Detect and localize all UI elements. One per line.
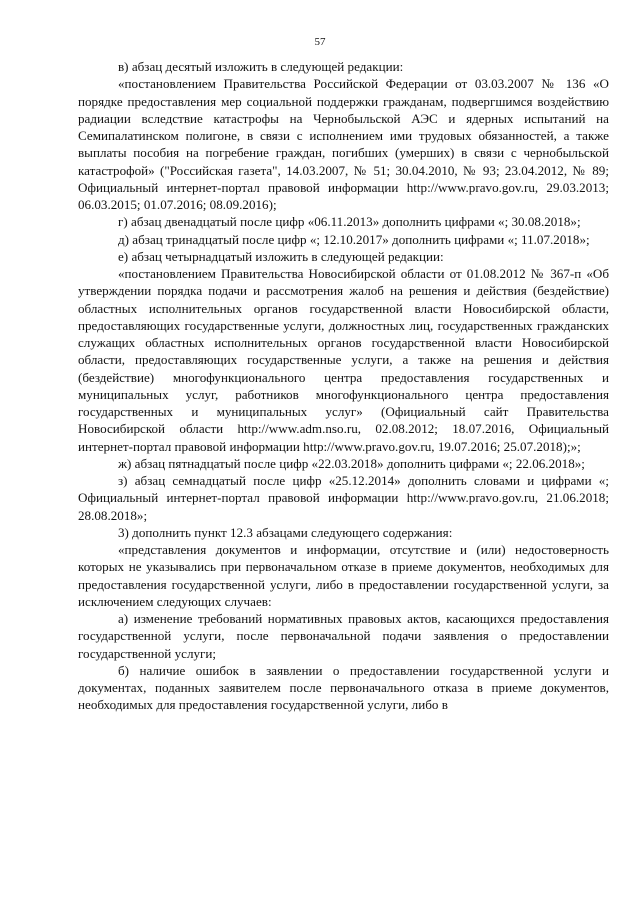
paragraph: «постановлением Правительства Российской Федерации от 03.03.2007 № 136 «О порядке предоставления мер социальной поддержки гражданам, подвергшимся воздействию радиации вследствие катастрофы на Чернобыльской АЭС и ядерных испытаний на Семипалатинском полигоне, в связи с исполнением ими трудовых обязанностей, а также выплаты пособия на погребение граждан, погибших (умерших) в связи с чернобыльской катастрофой» ("Российская газета", 14.03.2007, № 51; 30.04.2010, № 93; 23.04.2012, № 89; Официальный интернет-портал правовой информации http://www.pravo.gov.ru, 29.03.2013; 06.03.2015; 01.07.2016; 08.09.2016); (78, 76, 609, 212)
page-number: 57 (314, 36, 326, 48)
paragraph: д) абзац тринадцатый после цифр «; 12.10.2017» дополнить цифрами «; 11.07.2018»; (118, 231, 590, 247)
paragraph: з) абзац семнадцатый после цифр «25.12.2014» дополнить словами и цифрами «; Официальный интернет-портал правовой информации http://www.pravo.gov.ru, 21.06.2018; 28.08.2018»; (78, 473, 609, 523)
paragraph: ж) абзац пятнадцатый после цифр «22.03.2018» дополнить цифрами «; 22.06.2018»; (118, 455, 585, 471)
paragraph: б) наличие ошибок в заявлении о предоставлении государственной услуги и документах, поданных заявителем после первоначального отказа в приеме документов, необходимых для предоставления государственной услуги, либо в (78, 662, 609, 713)
paragraph: «представления документов и информации, отсутствие и (или) недостоверность которых не указывались при первоначальном отказе в приеме документов, необходимых для предоставления государственной услуги, либо в предоставлении государственной услуги, за исключением следующих случаев: (78, 542, 609, 609)
paragraph: а) изменение требований нормативных правовых актов, касающихся предоставления государственной услуги, после первоначальной подачи заявления о предоставлении государственной услуги; (78, 611, 609, 661)
paragraph: е) абзац четырнадцатый изложить в следующей редакции: (118, 248, 444, 264)
paragraph: г) абзац двенадцатый после цифр «06.11.2013» дополнить цифрами «; 30.08.2018»; (118, 214, 581, 230)
paragraph: «постановлением Правительства Новосибирской области от 01.08.2012 № 367-п «Об утверждении порядка подачи и рассмотрения жалоб на решения и действия (бездействие) областных исполнительных органов государственной власти Новосибирской области, предоставляющих государственные услуги, должностных лиц, государственных гражданских служащих областных исполнительных органов государственной власти Новосибирской области, предоставляющих государственные услуги, а также на решения и действия (бездействие) многофункционального центра предоставления государственных и муниципальных услуг, работников многофункционального центра предоставления государственных и муниципальных услуг» (Официальный сайт Правительства Новосибирской области http://www.adm.nso.ru, 02.08.2012; 18.07.2016, Официальный интернет-портал правовой информации http://www.pravo.gov.ru, 19.07.2016; 25.07.2018);»; (78, 266, 609, 454)
paragraph: 3) дополнить пункт 12.3 абзацами следующего содержания: (118, 524, 453, 540)
paragraph: в) абзац десятый изложить в следующей редакции: (118, 59, 404, 74)
document-body (78, 58, 609, 714)
